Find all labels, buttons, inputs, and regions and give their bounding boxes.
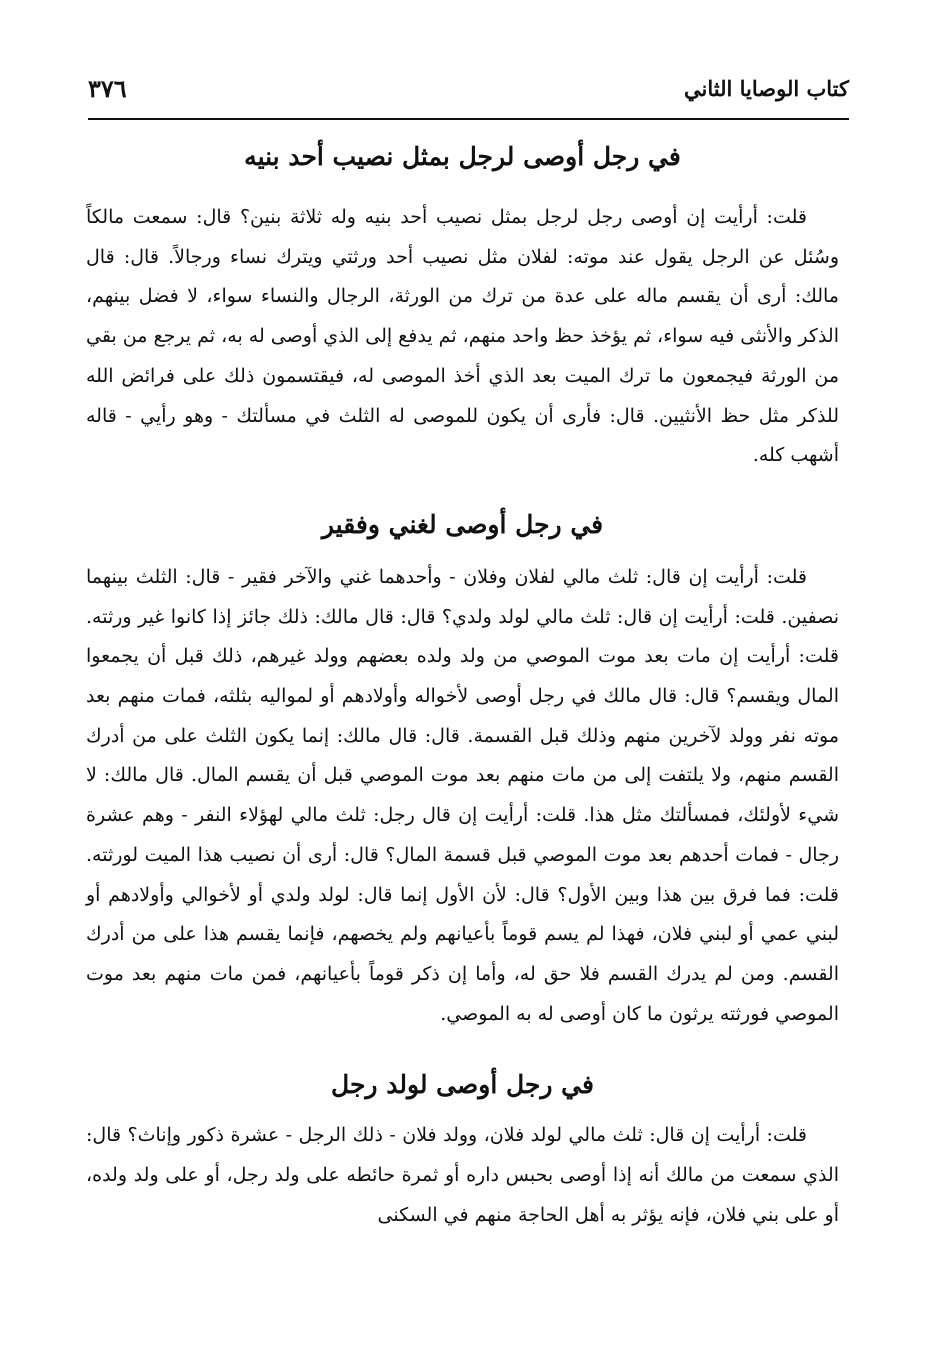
section-bequest-like-son-share [86,136,839,476]
section-paragraph: قلت: أرأيت إن قال: ثلث مالي لولد فلان، وولد فلان - ذلك الرجل - عشرة ذكور وإناث؟ قال: الذي سمعت من مالك أنه إذا أوصى بحبس داره أو ثمرة حائطه على ولد رجل، أو على ولد ولده، أو على بني فلان، فإنه يؤثر به أهل الحاجة منهم في السكنى [86,1124,839,1226]
book-title: كتاب الوصايا الثاني [684,76,849,101]
section-heading: في رجل أوصى لغني وفقير [321,509,604,539]
section-paragraph: قلت: أرأيت إن قال: ثلث مالي لفلان وفلان - وأحدهما غني والآخر فقير - قال: الثلث بينهما نصفين. قلت: أرأيت إن قال: ثلث مالي لولد ولدي؟ قال: قال مالك: ذلك جائز إذا كانوا غير ورثته. قلت: أرأيت إن مات بعد موت الموصي من ولد ولده بعضهم وولد غيرهم، ذلك قبل أن يجمعوا المال ويقسم؟ قال: قال مالك في رجل أوصى لأخواله وأولادهم أو لمواليه بثلثه، فمات منهم بعد موته نفر وولد لآخرين منهم وذلك قبل القسمة. قال: قال مالك: إنما يكون الثلث على من أدرك القسم منهم، ولا يلتفت إلى من مات منهم بعد موت الموصي قبل أن يقسم المال. قال مالك: لا شيء لأولئك، فمسألتك مثل هذا. قلت: أرأيت إن قال رجل: ثلث مالي لهؤلاء النفر - وهم عشرة رجال - فمات أحدهم بعد موت الموصي قبل قسمة المال؟ قال: أرى أن نصيب هذا الميت لورثته. قلت: فما فرق بين هذا وبين الأول؟ قال: لأن الأول إنما قال: لولد ولدي أو لأخوالي وأولادهم أو لبني عمي أو لبني فلان، فهذا لم يسم قوماً بأعيانهم ولم يخصهم، فإنما يقسم هذا على من أدرك القسم. ومن لم يدرك القسم فلا حق له، وأما إن ذكر قوماً بأعيانهم، فمن مات منهم بعد موت الموصي فورثته يرثون ما كان أوصى له به الموصي. [86,565,839,1025]
section-heading: في رجل أوصى لرجل بمثل نصيب أحد بنيه [244,142,681,171]
section-heading: في رجل أوصى لولد رجل [331,1070,594,1100]
section-paragraph: قلت: أرأيت إن أوصى رجل لرجل بمثل نصيب أحد بنيه وله ثلاثة بنين؟ قال: سمعت مالكاً وسُئل عن الرجل يقول عند موته: لفلان مثل نصيب أحد ورثتي ويترك نساء ورجالاً. قال: قال مالك: أرى أن يقسم ماله على عدة من ترك من الورثة، الرجال والنساء سواء، لا فضل بينهم، الذكر والأنثى فيه سواء، ثم يؤخذ حظ واحد منهم، ثم يدفع إلى الذي أوصى له به، ثم يرجع من بقي من الورثة فيجمعون ما ترك الميت بعد الذي أخذ الموصى له، فيقتسمون ذلك على فرائض الله للذكر مثل حظ الأنثيين. قال: فأرى أن يكون للموصى له الثلث في مسألتك - وهو رأيي - قاله أشهب كله. [86,206,839,467]
page-content [86,136,839,1235]
section-bequest-rich-and-poor [86,504,839,1034]
header-divider [88,118,849,120]
page-number: ٣٧٦ [88,74,127,103]
section-bequest-to-mans-children [86,1064,839,1235]
running-header [88,74,849,114]
